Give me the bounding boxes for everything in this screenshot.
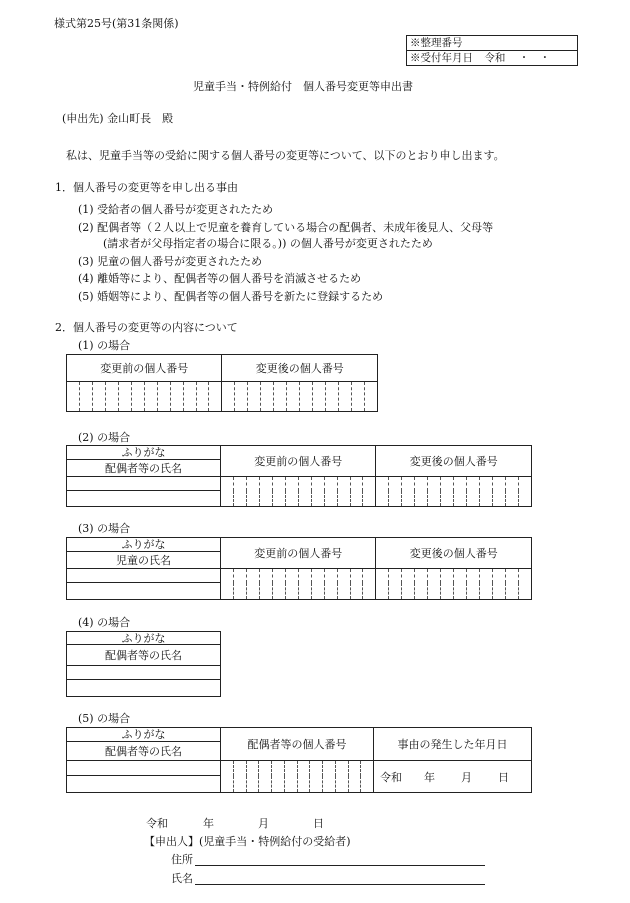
digit-box[interactable] [233,569,246,600]
digit-box[interactable] [350,477,363,507]
name-label: 氏名 [171,872,193,885]
case4-furigana-header: ふりがな [67,632,221,645]
management-box [406,35,578,66]
case3-furigana-header: ふりがな [67,538,221,552]
digit-box[interactable] [298,477,311,507]
digit-box[interactable] [323,761,336,793]
digit-box[interactable] [183,382,196,412]
digit-box[interactable] [351,382,364,412]
digit-box[interactable] [285,477,298,507]
digit-box[interactable] [389,569,402,600]
reason-item-5: (5) 婚姻等により、配偶者等の個人番号を新たに登録するため [78,290,384,303]
digit-box[interactable] [248,382,261,412]
uketsuke-label: ※受付年月日 [410,52,473,64]
uketsuke-dots: ・ ・ [518,52,551,64]
digit-box[interactable] [324,569,337,600]
case1-before-header: 変更前の個人番号 [67,355,222,382]
page-title: 児童手当・特例給付 個人番号変更等申出書 [193,80,413,93]
digit-box[interactable] [518,569,531,600]
digit-box[interactable] [337,477,350,507]
digit-box[interactable] [233,761,246,793]
footer-day: 日 [313,817,324,830]
digit-box[interactable] [493,477,506,507]
digit-box[interactable] [389,477,402,507]
date-era: 令和 [380,770,402,784]
uketsuke-era: 令和 [484,52,506,64]
uketsuke-date-field[interactable] [407,51,578,66]
case3-name-input[interactable] [67,583,221,600]
case5-number-header: 配偶者等の個人番号 [221,728,374,761]
digit-box[interactable] [324,477,337,507]
digit-box[interactable] [348,761,361,793]
digit-box[interactable] [454,477,467,507]
digit-box[interactable] [363,477,376,507]
digit-box[interactable] [221,477,234,507]
digit-box[interactable] [170,382,183,412]
digit-box[interactable] [209,382,222,412]
digit-box[interactable] [402,477,415,507]
digit-box[interactable] [361,761,374,793]
case3-table [66,537,532,600]
digit-box[interactable] [131,382,144,412]
digit-box[interactable] [222,382,235,412]
case4-kana-input[interactable] [67,666,221,680]
digit-box[interactable] [285,569,298,600]
case2-name-input[interactable] [67,491,221,507]
digit-box[interactable] [246,477,259,507]
digit-box[interactable] [92,382,105,412]
digit-box[interactable] [272,569,285,600]
case5-table [66,727,532,793]
case5-name-input[interactable] [67,776,221,793]
digit-box[interactable] [259,761,272,793]
digit-box[interactable] [467,477,480,507]
case1-label: (1) の場合 [78,339,131,352]
digit-box[interactable] [272,761,285,793]
digit-box[interactable] [364,382,377,412]
case3-label: (3) の場合 [78,522,131,535]
digit-box[interactable] [415,569,428,600]
digit-box[interactable] [259,477,272,507]
section1-heading: 1．個人番号の変更等を申し出る事由 [55,181,238,194]
digit-box[interactable] [284,761,297,793]
digit-box[interactable] [350,569,363,600]
digit-box[interactable] [337,569,350,600]
digit-box[interactable] [246,761,259,793]
digit-box[interactable] [157,382,170,412]
case5-label: (5) の場合 [78,712,131,725]
footer-date-era: 令和 [146,817,168,830]
digit-box[interactable] [313,382,326,412]
digit-box[interactable] [415,477,428,507]
digit-box[interactable] [118,382,131,412]
applicant-name-input[interactable] [195,884,485,885]
digit-box[interactable] [297,761,310,793]
digit-box[interactable] [105,382,118,412]
case3-before-header: 変更前の個人番号 [221,538,376,569]
applicant-label: 【申出人】(児童手当・特例給付の受給者) [144,835,351,848]
case5-furigana-header: ふりがな [67,728,221,742]
date-day: 日 [498,770,509,784]
digit-box[interactable] [480,569,493,600]
case1-digit-row[interactable] [67,382,378,412]
case4-label: (4) の場合 [78,616,131,629]
digit-box[interactable] [310,761,323,793]
address-input[interactable] [195,865,485,866]
case5-name-header: 配偶者等の氏名 [67,742,221,761]
seiri-number-field[interactable]: ※整理番号 [407,36,578,51]
furigana-input[interactable] [67,477,221,491]
case5-digit-row[interactable] [67,761,532,776]
case5-date-input[interactable] [374,761,532,793]
case3-after-header: 変更後の個人番号 [376,538,532,569]
digit-box[interactable] [221,569,234,600]
digit-box[interactable] [221,761,234,793]
reason-item-4: (4) 離婚等により、配偶者等の個人番号を消滅させるため [78,272,362,285]
case2-before-header: 変更前の個人番号 [221,446,376,477]
case2-label: (2) の場合 [78,431,131,444]
footer-month: 月 [258,817,269,830]
digit-box[interactable] [79,382,92,412]
case5-date-header: 事由の発生した年月日 [374,728,532,761]
furigana-input[interactable] [67,761,221,776]
digit-box[interactable] [363,569,376,600]
digit-box[interactable] [311,477,324,507]
digit-box[interactable] [454,569,467,600]
digit-box[interactable] [311,569,324,600]
case3-digit-row[interactable] [67,569,532,583]
digit-box[interactable] [272,477,285,507]
digit-box[interactable] [467,569,480,600]
intro-text: 私は、児童手当等の受給に関する個人番号の変更等について、以下のとおり申し出ます。 [66,149,505,162]
digit-box[interactable] [261,382,274,412]
digit-box[interactable] [326,382,339,412]
case2-table [66,445,532,507]
digit-box[interactable] [233,477,246,507]
reason-item-3: (3) 児童の個人番号が変更されたため [78,255,263,268]
digit-box[interactable] [493,569,506,600]
reason-item-2-cont: (請求者が父母指定者の場合に限る。)) の個人番号が変更されたため [103,237,433,250]
digit-box[interactable] [428,477,441,507]
digit-box[interactable] [518,477,531,507]
case2-name-header: 配偶者等の氏名 [67,460,221,477]
digit-box[interactable] [300,382,313,412]
digit-box[interactable] [259,569,272,600]
digit-box[interactable] [287,382,300,412]
case2-digit-row[interactable] [67,477,532,491]
address-label: 住所 [171,853,193,866]
digit-box[interactable] [376,569,389,600]
digit-box[interactable] [144,382,157,412]
case3-name-header: 児童の氏名 [67,552,221,569]
digit-box[interactable] [441,569,454,600]
digit-box[interactable] [246,569,259,600]
footer-year: 年 [203,817,214,830]
digit-box[interactable] [428,569,441,600]
digit-box[interactable] [335,761,348,793]
digit-box[interactable] [235,382,248,412]
digit-box[interactable] [339,382,352,412]
date-month: 月 [461,770,472,784]
section2-heading: 2．個人番号の変更等の内容について [55,321,238,334]
case2-after-header: 変更後の個人番号 [376,446,532,477]
reason-item-2: (2) 配偶者等（２人以上で児童を養育している場合の配偶者、未成年後見人、父母等 [78,221,494,234]
digit-box[interactable] [441,477,454,507]
case4-name-header: 配偶者等の氏名 [67,645,221,666]
digit-box[interactable] [505,569,518,600]
digit-box[interactable] [402,569,415,600]
date-year: 年 [424,770,435,784]
case1-table [66,354,378,412]
furigana-input[interactable] [67,569,221,583]
case1-after-header: 変更後の個人番号 [222,355,378,382]
case2-furigana-header: ふりがな [67,446,221,460]
digit-box[interactable] [480,477,493,507]
case4-name-input[interactable] [67,680,221,697]
digit-box[interactable] [196,382,209,412]
reason-item-1: (1) 受給者の個人番号が変更されたため [78,203,274,216]
case4-table [66,631,221,697]
digit-box[interactable] [298,569,311,600]
form-number: 様式第25号(第31条関係) [54,17,179,30]
addressee: (申出先) 金山町長 殿 [62,112,174,125]
digit-box[interactable] [67,382,80,412]
digit-box[interactable] [274,382,287,412]
digit-box[interactable] [505,477,518,507]
digit-box[interactable] [376,477,389,507]
